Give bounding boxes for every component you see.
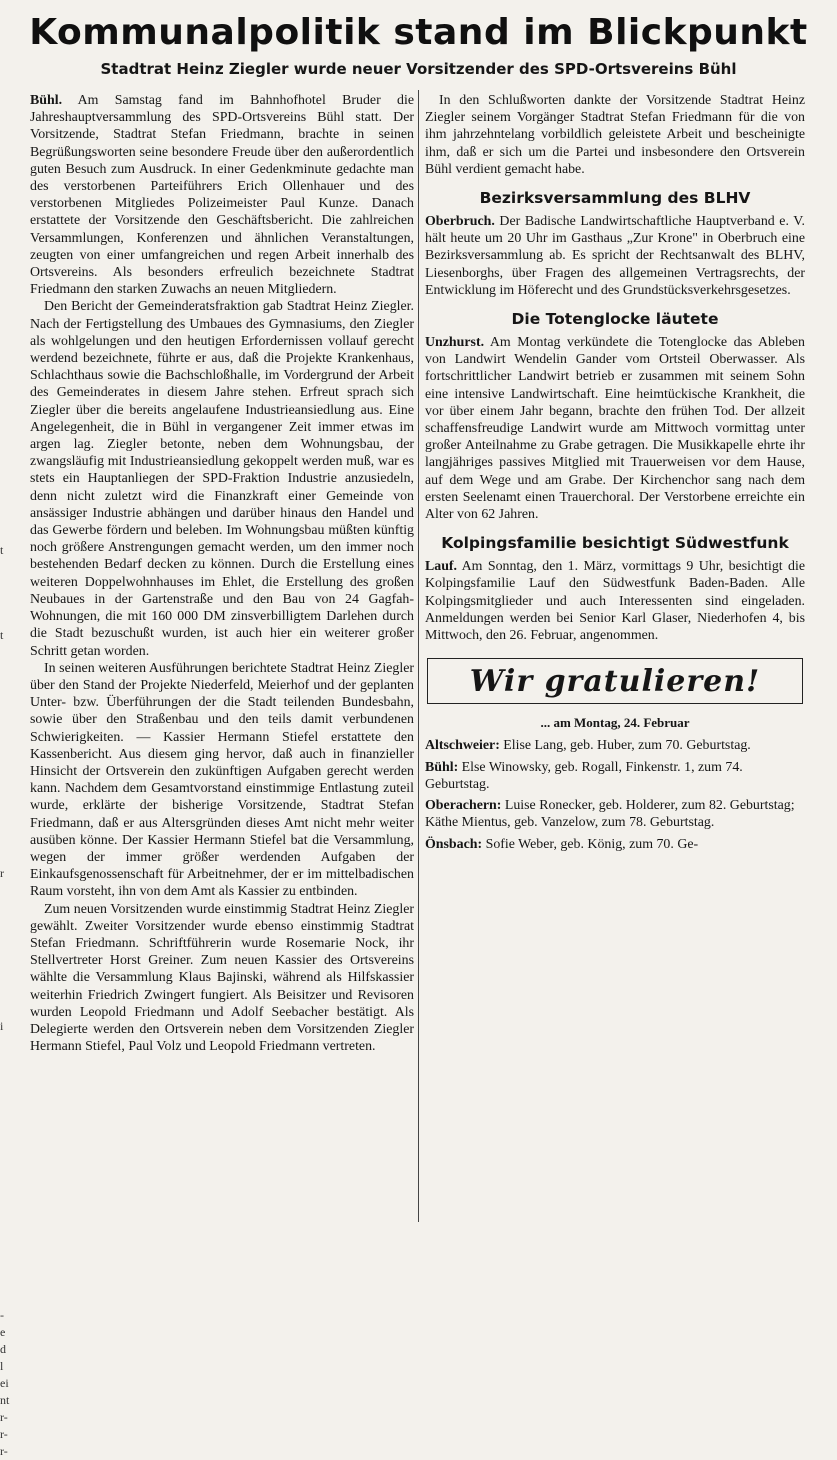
article-text: Am Montag verkündete die Totenglocke das Ableben von Landwirt Wendelin Gander vom Ortsteil Oberwasser. Als fortschrittlicher Landwirt betrieb er zusammen mit seinem Sohn eine intensive Landwirtschaft. Eine heimtückische Krankheit, die vor über einem Jahr begann, brachte den frühen Tod. Der allzeit schaffensfreudige Landwirt wurde am Mittwoch vormittag unter großer Anteilnahme zu Grabe getragen. Die Musikkapelle ehrte ihr langjähriges passives Mitglied mit Trauerweisen vor dem Hause, auf dem Wege und am Grabe. Der Kirchenchor sang nach dem ersten Seelenamt einen Trauerchoral. Der Verstorbene erreichte ein Alter von 62 Jahren.: [425, 335, 805, 523]
congrats-banner: [427, 658, 803, 704]
margin-fragment: l: [0, 1359, 4, 1373]
margin-fragment: r-: [0, 1427, 8, 1441]
column-rule: [418, 90, 419, 1222]
left-margin-fragments: [0, 100, 24, 1458]
paragraph: Den Bericht der Gemeinderatsfraktion gab Stadtrat Heinz Ziegler. Nach der Fertigstellung des Umbaues des Gymnasiums, den Ziegler als wohlgelungen und den heutigen Erfordernissen vollauf gerecht werdend bezeichnete, führte er aus, daß die Projekte Krankenhaus, Schlachthaus sowie die Bachschloßhalle, im Vordergrund der Arbeit des Gemeinderates in diesem Jahre stehen. Erfreut sprach sich Ziegler über die bereits angelaufene Industrieansiedlung aus. Eine Angelegenheit, die in Bühl in vergangener Zeit immer etwas im argen lag. Ziegler betonte, neben dem Wohnungsbau, der zwangsläufig mit Industrieansiedlung gekoppelt werden muß, war es stets ein Hauptanliegen der SPD-Fraktion Industrie anzusiedeln, denn nicht zuletzt wird die Finanzkraft einer Gemeinde von ansässiger Industrie abhängen und darüber hinaus den Handel und das Gewerbe fördern und beleben. Im Wohnungsbau müßten künftig noch größere Anstrengungen gemacht werden, um den immer noch bestehenden Bedarf decken zu können. Durch die Erstellung eines weiteren Doppelwohnhauses im Ehlet, die Erstellung des großen Neubaues in der Gartenstraße und den Bau von 24 Gagfah-Wohnungen, die mit 160 000 DM zinsverbilligtem Darlehen durch die Stadt bezuschußt wurden, ist auch hier ein weiterer großer Schritt getan worden.: [30, 299, 414, 659]
margin-fragment: r: [0, 866, 4, 880]
margin-fragment: [0, 967, 24, 984]
margin-fragment: [0, 1137, 24, 1154]
entry-text: Sofie Weber, geb. König, zum 70. Ge-: [482, 836, 699, 852]
margin-fragment: [0, 1120, 24, 1137]
margin-fragment: [0, 933, 24, 950]
margin-fragment: d: [0, 1342, 6, 1356]
margin-fragment: [0, 304, 24, 321]
margin-fragment: [0, 1256, 24, 1273]
margin-fragment: [0, 287, 24, 304]
entry-text: Else Winowsky, geb. Rogall, Finkenstr. 1, zum 74. Geburtstag.: [425, 759, 743, 792]
margin-fragment: [0, 117, 24, 134]
margin-fragment: [0, 1239, 24, 1256]
blhv-title: Bezirksversammlung des BLHV: [479, 189, 751, 208]
paragraph: In seinen weiteren Ausführungen berichtete Stadtrat Heinz Ziegler über den Stand der Projekte Niederfeld, Meierhof und der geplanten Unter- bzw. Überführungen der die Stadt teilenden Bundesbahn, sowie über den Straßenbau und den teils damit verbundenen Schwierigkeiten. — Kassier Hermann Stiefel erstattete den Kassenbericht. Aus diesem ging hervor, daß auch in finanzieller Hinsicht der Ortsverein den zukünftigen Aufgaben gerecht werden kann. Nachdem dem Gesamtvorstand einstimmige Entlastung zuteil wurde, erklärte der bisherige Vorsitzende, Stadtrat Stefan Friedmann, daß er aus Altersgründen dieses Amt nicht mehr weiter ausüben könne. Der Kassier Hermann Stiefel bat die Versammlung, wegen der immer größer werdenden Aufgaben der Einkaufsgenossenschaft für Arbeitnehmer, der er im mittelbadischen Raum vorsteht, ihn von dem Amt als Kassier zu entbinden.: [30, 660, 414, 900]
margin-fragment: [0, 746, 24, 763]
margin-fragment: [0, 440, 24, 457]
margin-fragment: [0, 321, 24, 338]
margin-fragment: [0, 525, 24, 542]
margin-fragment: [0, 202, 24, 219]
congrats-title: Wir gratulieren!: [469, 663, 761, 699]
margin-fragment: [0, 729, 24, 746]
margin-fragment: [0, 1290, 24, 1307]
margin-fragment: [0, 610, 24, 627]
margin-fragment: [0, 1205, 24, 1222]
margin-fragment: t: [0, 543, 4, 557]
dateline: Bühl.: [30, 93, 63, 108]
margin-fragment: [0, 389, 24, 406]
margin-fragment: [0, 151, 24, 168]
margin-fragment: [0, 831, 24, 848]
margin-fragment: [0, 1086, 24, 1103]
margin-fragment: t: [0, 628, 4, 642]
margin-fragment: [0, 848, 24, 865]
dateline: Unzhurst.: [425, 335, 485, 351]
margin-fragment: [0, 134, 24, 151]
margin-fragment: [0, 270, 24, 287]
entry-place: Önsbach:: [425, 836, 483, 852]
entry-text: Elise Lang, geb. Huber, zum 70. Geburtstag.: [499, 738, 751, 754]
margin-fragment: [0, 253, 24, 270]
congrats-entry: [425, 759, 805, 793]
margin-fragment: [0, 1069, 24, 1086]
margin-fragment: -: [0, 1308, 4, 1322]
margin-fragment: ei: [0, 1376, 9, 1390]
entry-place: Oberachern:: [425, 798, 502, 814]
margin-fragment: [0, 491, 24, 508]
congrats-entry: [425, 836, 805, 853]
margin-fragment: [0, 1171, 24, 1188]
entry-place: Altschweier:: [425, 738, 500, 754]
margin-fragment: [0, 899, 24, 916]
congrats-date: ... am Montag, 24. Februar: [540, 715, 690, 731]
margin-fragment: [0, 168, 24, 185]
dateline: Lauf.: [425, 559, 458, 575]
margin-fragment: [0, 712, 24, 729]
totenglocke-article: [425, 334, 805, 523]
margin-fragment: [0, 100, 24, 117]
margin-fragment: [0, 678, 24, 695]
margin-fragment: [0, 593, 24, 610]
margin-fragment: e: [0, 1325, 6, 1339]
margin-fragment: [0, 695, 24, 712]
margin-fragment: [0, 338, 24, 355]
margin-fragment: [0, 882, 24, 899]
margin-fragment: [0, 406, 24, 423]
margin-fragment: [0, 1001, 24, 1018]
subline: Stadtrat Heinz Ziegler wurde neuer Vorsitzender des SPD-Ortsvereins Bühl: [100, 60, 737, 78]
margin-fragment: [0, 508, 24, 525]
margin-fragment: [0, 1035, 24, 1052]
right-column: [425, 92, 805, 857]
margin-fragment: [0, 1188, 24, 1205]
margin-fragment: [0, 372, 24, 389]
totenglocke-title: Die Totenglocke läutete: [511, 310, 719, 329]
margin-fragment: [0, 1222, 24, 1239]
margin-fragment: [0, 576, 24, 593]
article-text: Der Badische Landwirtschaftliche Hauptverband e. V. hält heute um 20 Uhr im Gasthaus „Zur Krone" in Oberbruch eine Bezirksversammlung ab. Es spricht der Rechtsanwalt des BLHV, Liesenborghs, über Fragen des allgemeinen Vertragsrechts, der Entwicklung im Höferecht und des Grundstücksverkehrsgesetzes.: [425, 214, 805, 298]
margin-fragment: [0, 763, 24, 780]
margin-fragment: [0, 1273, 24, 1290]
margin-fragment: [0, 814, 24, 831]
margin-fragment: r-: [0, 1444, 8, 1458]
margin-fragment: [0, 559, 24, 576]
margin-fragment: [0, 236, 24, 253]
margin-fragment: [0, 474, 24, 491]
margin-fragment: [0, 1052, 24, 1069]
entry-text: Luise Ronecker, geb. Holderer, zum 82. Geburtstag; Käthe Mientus, geb. Vanzelow, zum 78. Geburtstag.: [425, 798, 795, 831]
kolping-article: [425, 558, 805, 644]
margin-fragment: [0, 1103, 24, 1120]
dateline: Oberbruch.: [425, 214, 495, 230]
margin-fragment: [0, 661, 24, 678]
margin-fragment: [0, 916, 24, 933]
paragraph: [30, 92, 414, 298]
paragraph-text: Am Samstag fand im Bahnhofhotel Bruder die Jahreshauptversammlung des SPD-Ortsvereins Bühl statt. Der Vorsitzende, Stadtrat Stefan Friedmann, brachte in seinen Begrüßungsworten seine besondere Freude über den außerordentlich guten Besuch zum Ausdruck. In einer Gedenkminute gedachte man des verstorbenen Parteiführers Erich Ollenhauer und des verstorbenen Mitgliedes Polizeimeister Paul Kunze. Danach erstattete der Vorsitzende den Geschäftsbericht. Die zahlreichen Versammlungen, Konferenzen und ähnlichen Veranstaltungen, zeugten von einer umfangreichen und regen Arbeit innerhalb des Ortsvereins. Als besonders erfreulich bezeichnete Stadtrat Friedmann den starken Zuwachs an neuen Mitgliedern.: [30, 93, 414, 298]
paragraph: Zum neuen Vorsitzenden wurde einstimmig Stadtrat Heinz Ziegler gewählt. Zweiter Vorsitzender wurde ebenso einstimmig Stadtrat Stefan Friedmann. Schriftführerin wurde Rosemarie Nock, ihr Stellvertreter Horst Greiner. Zum neuen Kassier des Ortsvereins wählte die Versammlung Klaus Bajinski, während als Hilfskassier weiterhin Friedrich Zwingert fungiert. Als Beisitzer und Revisoren wurden Leopold Friedmann und Adolf Seebacher bestätigt. Als Delegierte werden den Ortsverein neben dem Vorsitzenden Ziegler Hermann Stiefel, Paul Volz und Leopold Friedmann vertreten.: [30, 901, 414, 1055]
margin-fragment: [0, 797, 24, 814]
margin-fragment: [0, 1154, 24, 1171]
margin-fragment: [0, 185, 24, 202]
margin-fragment: [0, 780, 24, 797]
margin-fragment: [0, 644, 24, 661]
main-article-left-column: [30, 92, 414, 1055]
kolping-title: Kolpingsfamilie besichtigt Südwestfunk: [441, 534, 789, 553]
congrats-entry: [425, 737, 805, 754]
margin-fragment: r-: [0, 1410, 8, 1424]
margin-fragment: nt: [0, 1393, 10, 1407]
margin-fragment: [0, 950, 24, 967]
margin-fragment: [0, 457, 24, 474]
entry-place: Bühl:: [425, 759, 459, 775]
margin-fragment: i: [0, 1019, 4, 1033]
article-text: Am Sonntag, den 1. März, vormittags 9 Uhr, besichtigt die Kolpingsfamilie Lauf den Südwestfunk Baden-Baden. Alle Kolpingsmitglieder und auch Interessenten sind eingeladen. Anmeldungen werden bei Senior Karl Glaser, Niederhofen 4, bis Mittwoch, den 26. Februar, angenommen.: [425, 559, 805, 644]
margin-fragment: [0, 219, 24, 236]
margin-fragment: [0, 355, 24, 372]
blhv-article: [425, 213, 805, 299]
paragraph: In den Schlußworten dankte der Vorsitzende Stadtrat Heinz Ziegler seinem Vorgänger Stadtrat Stefan Friedmann für die von ihm jahrzehntelang vorbildlich geleistete Arbeit und bescheinigte ihm, daß er sich um die Partei und insbesondere den Ortsverein Bühl verdient gemacht habe.: [425, 93, 805, 177]
margin-fragment: [0, 423, 24, 440]
congrats-entry: [425, 797, 805, 831]
headline: Kommunalpolitik stand im Blickpunkt: [29, 12, 808, 53]
margin-fragment: [0, 984, 24, 1001]
